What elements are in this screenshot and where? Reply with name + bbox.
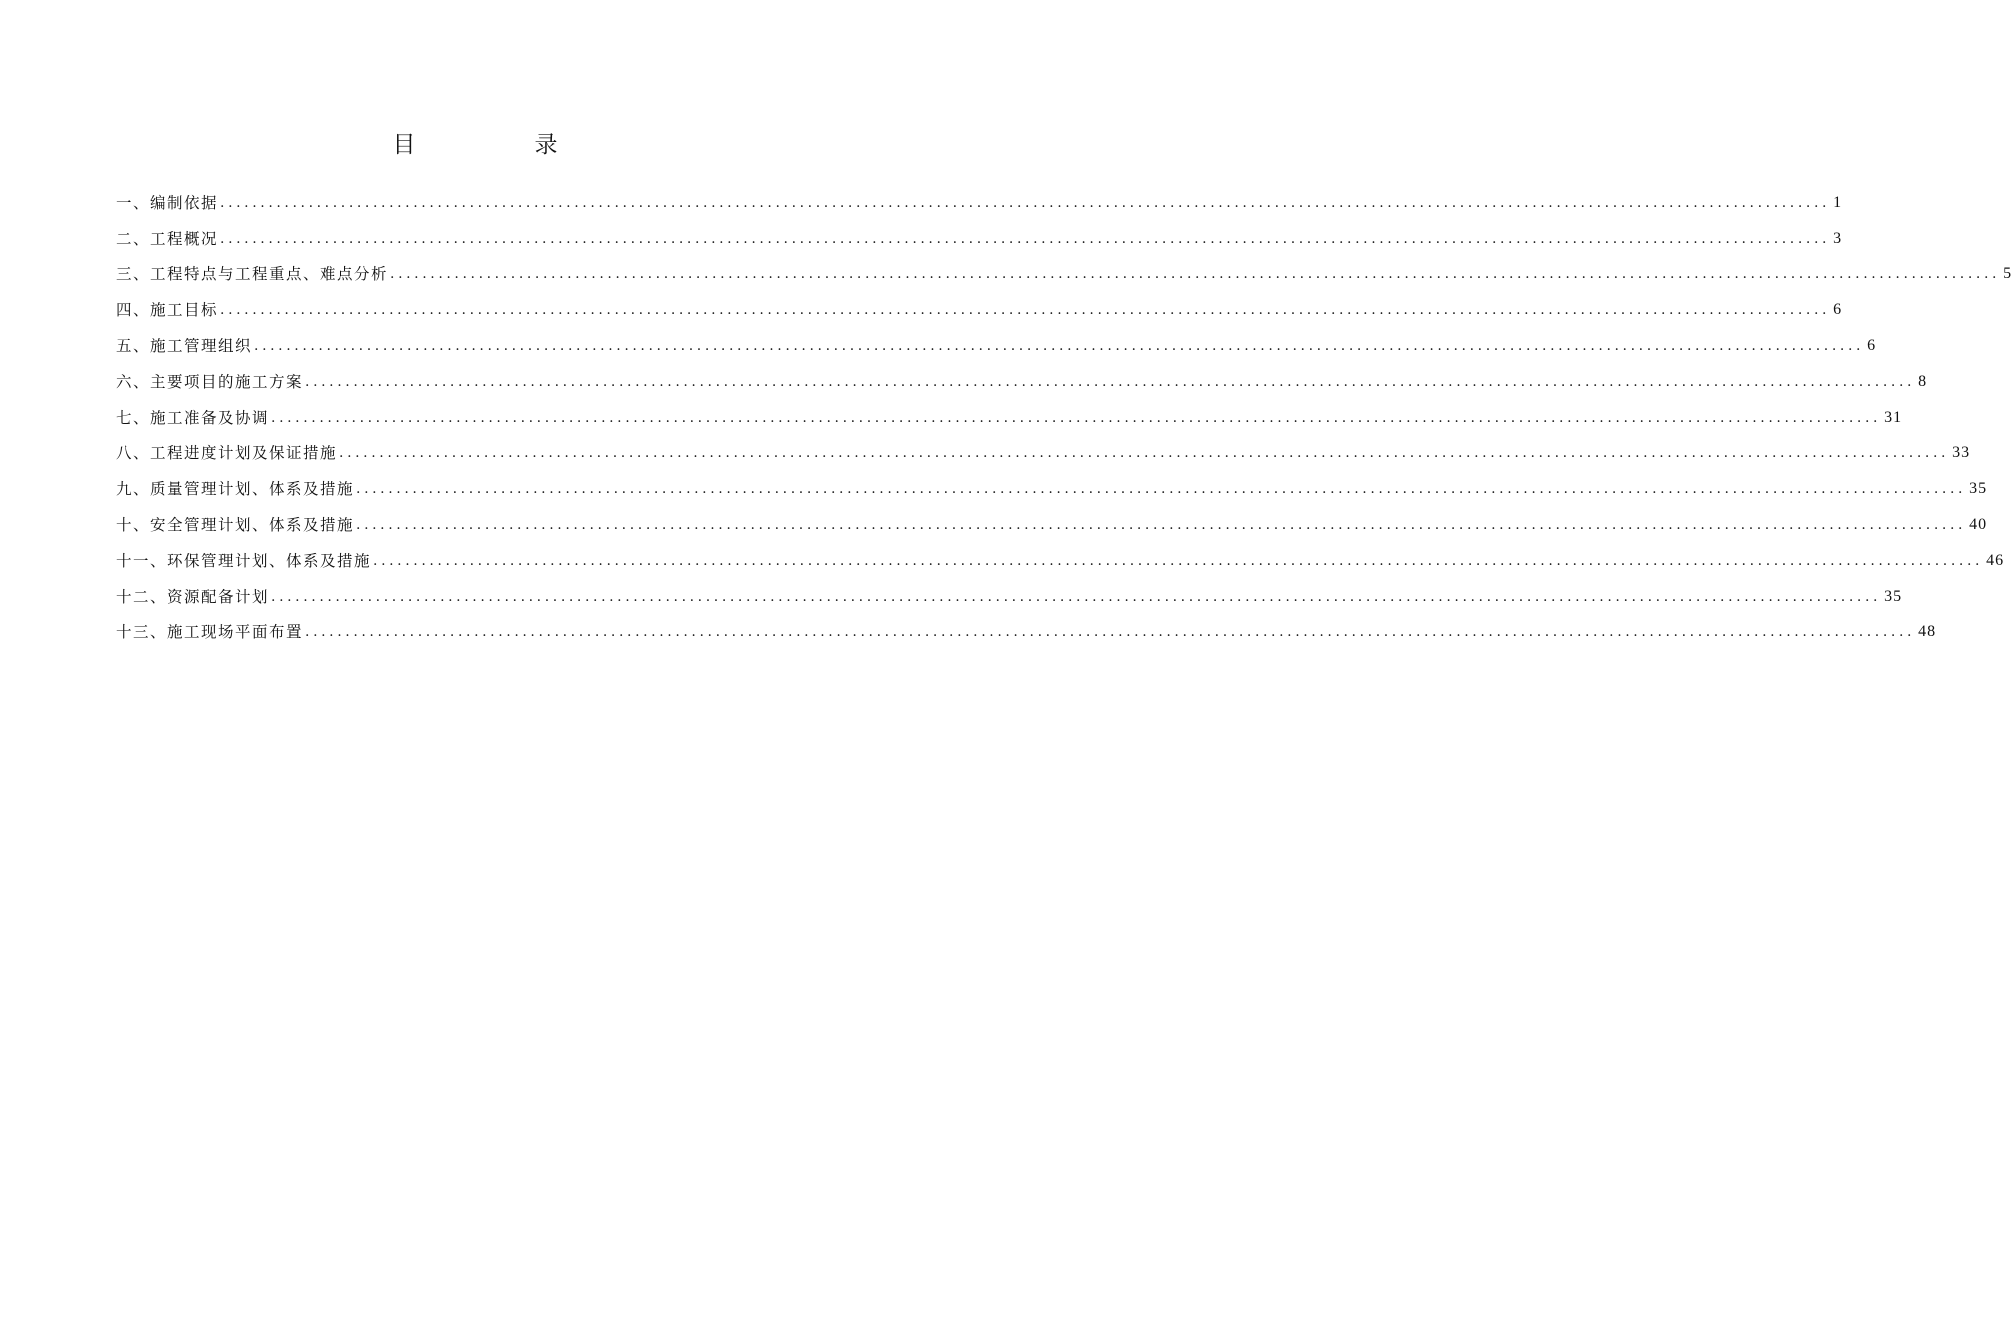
toc-entry-page: 40 [1969,515,1988,533]
toc-entry-label: 二、工程概况 [116,229,219,248]
toc-entry[interactable] [116,535,2005,571]
toc-entry[interactable] [116,213,1843,249]
toc-entry-page: 35 [1969,480,1988,498]
toc-entry-label: 十二、资源配备计划 [116,587,270,606]
toc-entry[interactable] [116,463,1988,499]
toc-leader-dots: ........................................................................................................................................................................................................ [220,230,1831,247]
toc-leader-dots: ........................................................................................................................................................................................................ [356,516,1967,533]
toc-entry[interactable] [116,499,1988,535]
toc-list [116,177,2012,642]
toc-entry-page: 1 [1833,193,1843,211]
toc-entry[interactable] [116,249,2012,285]
toc-entry[interactable] [116,392,1903,428]
toc-leader-dots: ........................................................................................................................................................................................................ [339,445,1950,462]
toc-entry[interactable] [116,356,1928,392]
toc-title: 目 录 [392,132,606,158]
toc-entry-page: 3 [1833,229,1843,247]
toc-entry-page: 31 [1884,408,1903,426]
toc-entry[interactable] [116,571,1903,607]
toc-entry-label: 九、质量管理计划、体系及措施 [116,480,355,499]
toc-leader-dots: ........................................................................................................................................................................................................ [271,588,1882,605]
toc-entry-page: 48 [1918,623,1937,641]
toc-entry-page: 8 [1918,372,1928,390]
toc-entry-label: 四、施工目标 [116,301,219,320]
toc-entry-label: 一、编制依据 [116,193,219,212]
toc-entry[interactable] [116,320,1877,356]
toc-leader-dots: ........................................................................................................................................................................................................ [271,409,1882,426]
toc-leader-dots: ........................................................................................................................................................................................................ [305,624,1916,641]
toc-entry-page: 6 [1867,336,1877,354]
toc-entry-label: 七、施工准备及协调 [116,408,270,427]
toc-entry-page: 46 [1986,551,2005,569]
toc-entry[interactable] [116,177,1843,213]
toc-entry-page: 35 [1884,587,1903,605]
toc-leader-dots: ........................................................................................................................................................................................................ [220,194,1831,211]
toc-entry[interactable] [116,428,1971,464]
toc-leader-dots: ........................................................................................................................................................................................................ [220,302,1831,319]
toc-entry-label: 六、主要项目的施工方案 [116,372,304,391]
toc-entry[interactable] [116,607,1937,643]
toc-entry-page: 6 [1833,301,1843,319]
toc-leader-dots: ........................................................................................................................................................................................................ [305,373,1916,390]
toc-leader-dots: ........................................................................................................................................................................................................ [254,337,1865,354]
toc-leader-dots: ........................................................................................................................................................................................................ [390,266,2001,283]
toc-entry-label: 十、安全管理计划、体系及措施 [116,515,355,534]
toc-entry-label: 八、工程进度计划及保证措施 [116,444,338,463]
toc-entry[interactable] [116,284,1843,320]
toc-entry-label: 三、工程特点与工程重点、难点分析 [116,265,389,284]
toc-entry-label: 十一、环保管理计划、体系及措施 [116,551,372,570]
toc-entry-label: 五、施工管理组织 [116,336,253,355]
toc-entry-label: 十三、施工现场平面布置 [116,623,304,642]
toc-leader-dots: ........................................................................................................................................................................................................ [373,552,1984,569]
toc-entry-page: 5 [2003,265,2012,283]
toc-leader-dots: ........................................................................................................................................................................................................ [356,481,1967,498]
toc-entry-page: 33 [1952,444,1971,462]
